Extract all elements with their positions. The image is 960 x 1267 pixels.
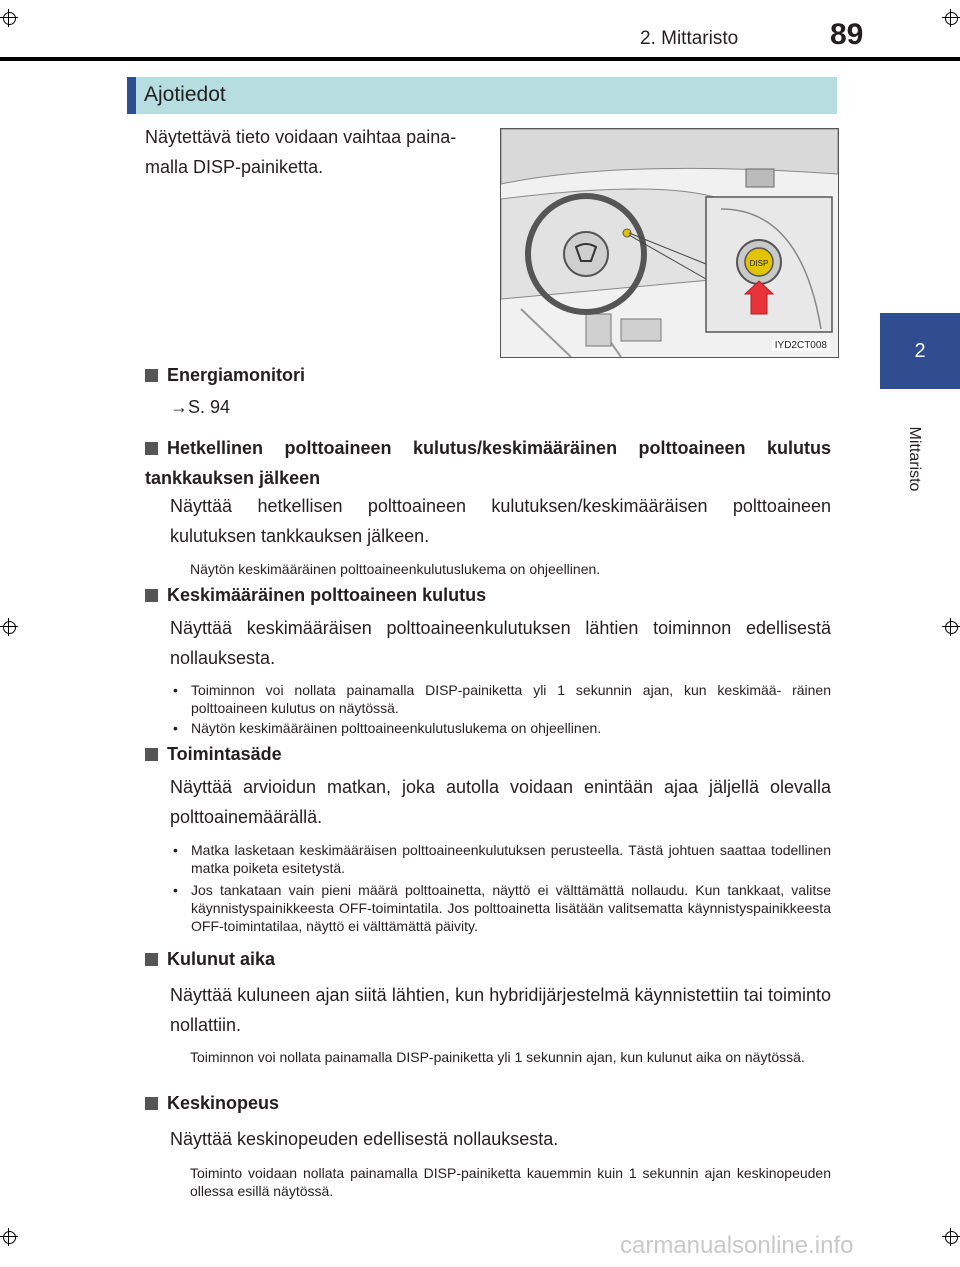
- heading-average-consumption: Keskimääräinen polttoaineen kulutus: [145, 585, 486, 606]
- watermark: carmanualsonline.info: [620, 1232, 854, 1259]
- body-average-speed: Näyttää keskinopeuden edellisestä nollauksesta.: [170, 1129, 559, 1149]
- section-header: [127, 77, 837, 114]
- body-fuel-consumption: Näyttää hetkellisen polttoaineen kulutuksen/keskimääräisen polttoaineen kulutuksen tankkauksen jälkeen.: [170, 496, 831, 546]
- square-bullet-icon: [145, 442, 158, 455]
- chapter-tab[interactable]: [880, 313, 960, 389]
- chapter-tab-number: 2: [914, 339, 926, 362]
- section-title: Ajotiedot: [144, 83, 226, 106]
- page-number: 89: [830, 18, 864, 51]
- dashboard-illustration: [500, 128, 839, 358]
- header-rule: [0, 57, 960, 61]
- crop-mark: [0, 1228, 18, 1246]
- section-intro: Näytettävä tieto voidaan vaihtaa paina- malla DISP-painiketta.: [145, 127, 457, 177]
- figure-code: IYD2CT008: [772, 340, 830, 351]
- crop-mark: [942, 618, 960, 636]
- crop-mark: [942, 1228, 960, 1246]
- heading-elapsed-time: Kulunut aika: [145, 949, 275, 970]
- dashboard-drawing: [501, 129, 838, 357]
- crop-mark: [0, 9, 18, 27]
- body-average-consumption: Näyttää keskimääräisen polttoaineenkulutuksen lähtien toiminnon edellisestä nollauksesta.: [170, 618, 831, 668]
- crop-mark: [942, 9, 960, 27]
- body-range: Näyttää arvioidun matkan, joka autolla voidaan enintään ajaa jäljellä olevalla polttoainemäärällä.: [170, 777, 831, 827]
- reference-link[interactable]: →S. 94: [170, 397, 231, 417]
- disp-button-label: DISP: [749, 259, 769, 268]
- note-elapsed-time: Toiminnon voi nollata painamalla DISP-painiketta yli 1 sekunnin ajan, kun kulunut aika on näytössä.: [190, 1049, 805, 1065]
- note-fuel-consumption: Näytön keskimääräinen polttoaineenkulutuslukema on ohjeellinen.: [190, 561, 601, 577]
- chapter-tab-label: Mittaristo: [906, 426, 923, 492]
- section-header-accent: [127, 77, 136, 114]
- header-chapter: 2. Mittaristo: [640, 28, 739, 49]
- crop-mark: [0, 618, 18, 636]
- heading-energy-monitor: Energiamonitori: [145, 365, 305, 386]
- heading-range: Toimintasäde: [145, 744, 282, 765]
- chapter-tab-label-wrap: [904, 420, 924, 490]
- square-bullet-icon: [145, 953, 158, 966]
- heading-fuel-consumption: Hetkellinen polttoaineen kulutus/keskimääräinen polttoaineen kulutus tankkauksen jälkeen: [145, 438, 831, 488]
- heading-average-speed: Keskinopeus: [145, 1093, 279, 1114]
- note-average-speed: Toiminto voidaan nollata painamalla DISP-painiketta kauemmin kuin 1 sekunnin ajan keskinopeuden ollessa esillä näytössä.: [190, 1165, 831, 1199]
- square-bullet-icon: [145, 748, 158, 761]
- square-bullet-icon: [145, 589, 158, 602]
- square-bullet-icon: [145, 369, 158, 382]
- square-bullet-icon: [145, 1097, 158, 1110]
- body-elapsed-time: Näyttää kuluneen ajan siitä lähtien, kun hybridijärjestelmä käynnistettiin tai toiminto nollattiin.: [170, 985, 831, 1035]
